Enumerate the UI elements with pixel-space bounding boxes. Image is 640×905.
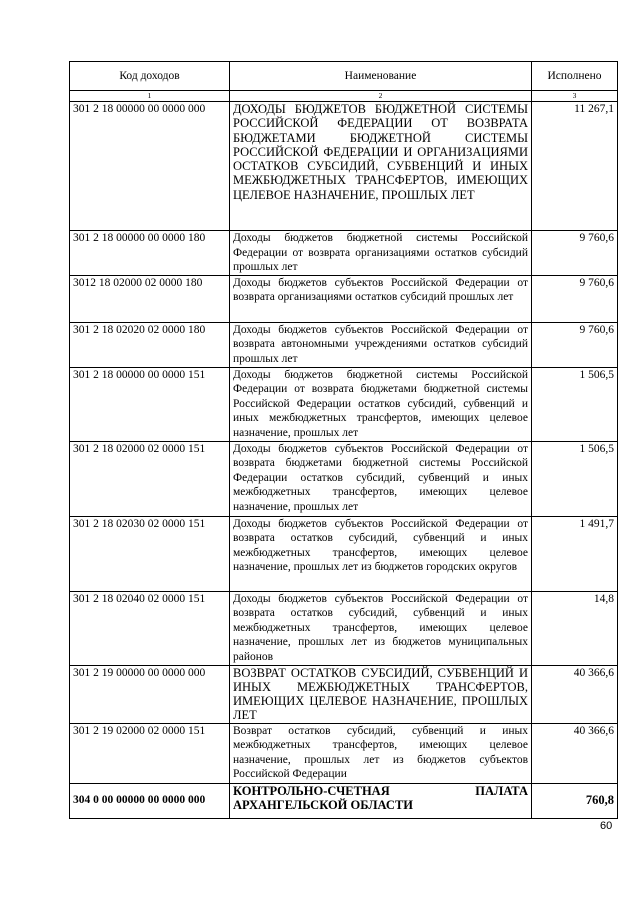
table-row (70, 102, 618, 231)
row-code: 3012 18 02000 02 0000 180 (70, 275, 230, 322)
row-name: КОНТРОЛЬНО-СЧЕТНАЯ ПАЛАТА АРХАНГЕЛЬСКОЙ ОБЛАСТИ (230, 783, 532, 818)
table-row (70, 665, 618, 723)
row-code: 301 2 18 00000 00 0000 151 (70, 367, 230, 441)
table-row (70, 441, 618, 516)
column-number: 1 (70, 91, 230, 102)
table-row (70, 591, 618, 665)
table-row (70, 322, 618, 367)
row-value: 9 760,6 (532, 322, 618, 367)
row-value: 9 760,6 (532, 275, 618, 322)
row-value: 9 760,6 (532, 231, 618, 276)
row-name: ВОЗВРАТ ОСТАТКОВ СУБСИДИЙ, СУБВЕНЦИЙ И ИНЫХ МЕЖБЮДЖЕТНЫХ ТРАНСФЕРТОВ, ИМЕЮЩИХ ЦЕЛЕВОЕ НАЗНАЧЕНИЕ, ПРОШЛЫХ ЛЕТ (230, 665, 532, 723)
row-value: 1 506,5 (532, 441, 618, 516)
row-value: 760,8 (532, 783, 618, 818)
row-code: 301 2 18 02040 02 0000 151 (70, 591, 230, 665)
page-number: 60 (600, 820, 613, 832)
row-code: 301 2 18 02030 02 0000 151 (70, 516, 230, 591)
header-code: Код доходов (70, 62, 230, 91)
row-code: 301 2 19 00000 00 0000 000 (70, 665, 230, 723)
table-row (70, 275, 618, 322)
row-value: 40 366,6 (532, 665, 618, 723)
row-name: Доходы бюджетов субъектов Российской Федерации от возврата остатков субсидий, субвенций и иных межбюджетных трансфертов, имеющих целевое назначение, прошлых лет из бюджетов городских округов (230, 516, 532, 591)
table-row (70, 723, 618, 783)
row-name: Доходы бюджетов бюджетной системы Российской Федерации от возврата бюджетами бюджетной системы Российской Федерации остатков субсидий, субвенций и иных межбюджетных трансфертов, имеющих целевое назначение, прошлых лет (230, 367, 532, 441)
revenue-table (69, 61, 618, 819)
row-value: 1 506,5 (532, 367, 618, 441)
column-number: 3 (532, 91, 618, 102)
row-code: 301 2 18 00000 00 0000 180 (70, 231, 230, 276)
row-name: Доходы бюджетов бюджетной системы Российской Федерации от возврата организациями остатков субсидий прошлых лет (230, 231, 532, 276)
row-value: 11 267,1 (532, 102, 618, 231)
table-row (70, 231, 618, 276)
header-name: Наименование (230, 62, 532, 91)
row-name: ДОХОДЫ БЮДЖЕТОВ БЮДЖЕТНОЙ СИСТЕМЫ РОССИЙСКОЙ ФЕДЕРАЦИИ ОТ ВОЗВРАТА БЮДЖЕТАМИ БЮДЖЕТНОЙ СИСТЕМЫ РОССИЙСКОЙ ФЕДЕРАЦИИ И ОРГАНИЗАЦИЯМИ ОСТАТКОВ СУБСИДИЙ, СУБВЕНЦИЙ И ИНЫХ МЕЖБЮДЖЕТНЫХ ТРАНСФЕРТОВ, ИМЕЮЩИХ ЦЕЛЕВОЕ НАЗНАЧЕНИЕ, ПРОШЛЫХ ЛЕТ (230, 102, 532, 231)
table-header-row (70, 62, 618, 91)
row-code: 301 2 18 02000 02 0000 151 (70, 441, 230, 516)
table-row (70, 516, 618, 591)
row-value: 14,8 (532, 591, 618, 665)
row-name: Доходы бюджетов субъектов Российской Федерации от возврата бюджетами бюджетной системы Российской Федерации остатков субсидий, субвенций и иных межбюджетных трансфертов, имеющих целевое назначение, прошлых лет (230, 441, 532, 516)
row-code: 301 2 18 00000 00 0000 000 (70, 102, 230, 231)
table-row (70, 367, 618, 441)
row-name: Доходы бюджетов субъектов Российской Федерации от возврата автономными учреждениями остатков субсидий прошлых лет (230, 322, 532, 367)
row-name: Возврат остатков субсидий, субвенций и иных межбюджетных трансфертов, имеющих целевое назначение, прошлых лет из бюджетов субъектов Российской Федерации (230, 723, 532, 783)
row-code: 304 0 00 00000 00 0000 000 (70, 783, 230, 818)
column-number: 2 (230, 91, 532, 102)
header-executed: Исполнено (532, 62, 618, 91)
row-code: 301 2 19 02000 02 0000 151 (70, 723, 230, 783)
table-row (70, 783, 618, 818)
column-number-row (70, 91, 618, 102)
row-name: Доходы бюджетов субъектов Российской Федерации от возврата организациями остатков субсидий прошлых лет (230, 275, 532, 322)
row-value: 1 491,7 (532, 516, 618, 591)
row-name: Доходы бюджетов субъектов Российской Федерации от возврата остатков субсидий, субвенций и иных межбюджетных трансфертов, имеющих целевое назначение, прошлых лет из бюджетов муниципальных районов (230, 591, 532, 665)
row-code: 301 2 18 02020 02 0000 180 (70, 322, 230, 367)
row-value: 40 366,6 (532, 723, 618, 783)
